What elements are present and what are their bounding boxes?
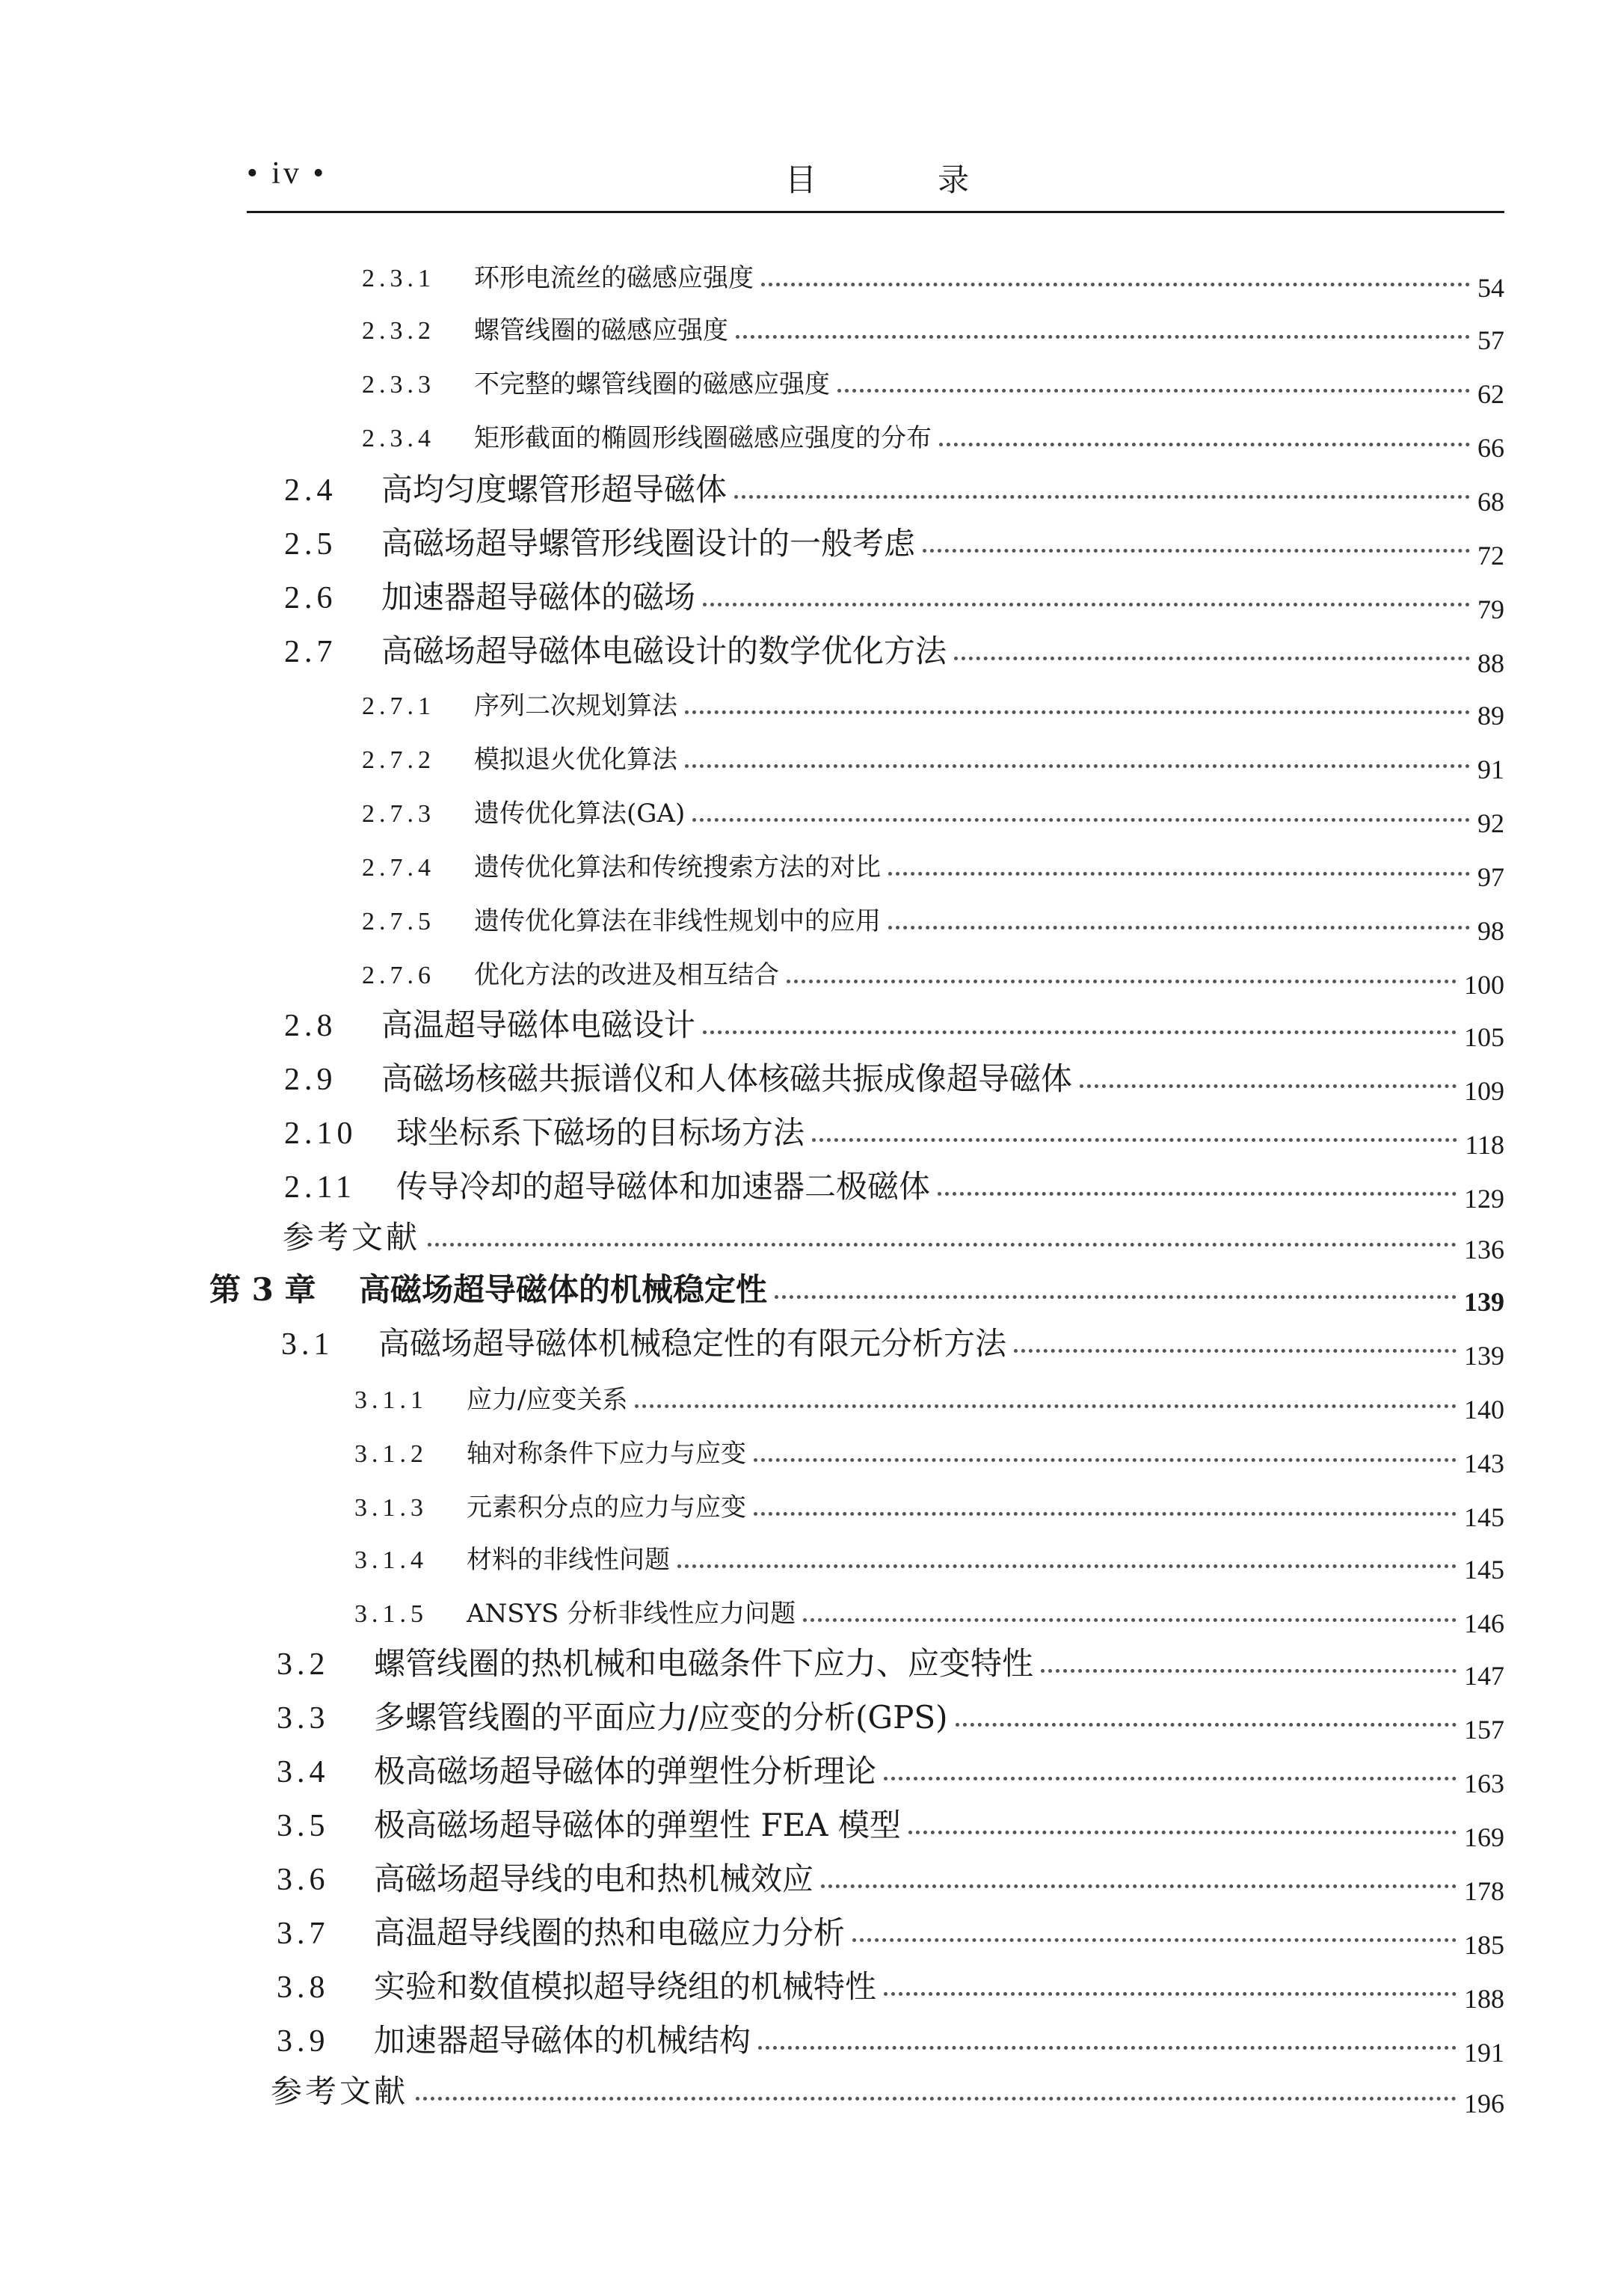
toc-entry-title: 轴对称条件下应力与应变 <box>467 1439 746 1469</box>
toc-entry-page: 91 <box>1477 755 1504 784</box>
toc-entry-page: 62 <box>1477 379 1504 409</box>
leader-dots <box>888 872 1470 876</box>
leader-dots <box>416 2097 1457 2101</box>
toc-entry-page: 98 <box>1477 916 1504 946</box>
toc-entry-page: 140 <box>1464 1395 1504 1425</box>
toc-entry-page: 185 <box>1464 1930 1504 1960</box>
toc-entry-page: 188 <box>1464 1984 1504 2014</box>
toc-entry-title: 序列二次规划算法 <box>474 691 677 721</box>
toc-entry-page: 79 <box>1477 594 1504 624</box>
toc-entry-page: 109 <box>1464 1076 1504 1106</box>
toc-entry-title: 螺管线圈的磁感应强度 <box>474 316 728 345</box>
toc-entry-number: 3.1.3 <box>354 1494 428 1522</box>
toc-entry-number: 2.7.1 <box>362 692 435 720</box>
leader-dots <box>1041 1669 1457 1673</box>
toc-entry[interactable] <box>354 1539 1504 1585</box>
toc-entry-page: 178 <box>1464 1876 1504 1906</box>
leader-dots <box>635 1404 1457 1408</box>
toc-entry-references[interactable] <box>271 2067 1504 2118</box>
toc-entry[interactable] <box>277 2016 1504 2068</box>
toc-entry-number: 3.9 <box>277 2024 330 2059</box>
toc-entry-page: 68 <box>1477 487 1504 517</box>
toc-entry-number: 2.4 <box>284 473 337 508</box>
toc-entry-number: 3.1.4 <box>354 1546 428 1574</box>
page-title: 目 录 <box>785 162 1015 198</box>
toc-entry[interactable] <box>277 1962 1504 2014</box>
toc-entry-number: 3.1.5 <box>354 1600 428 1628</box>
leader-dots <box>938 1192 1457 1196</box>
leader-dots <box>939 443 1470 446</box>
toc-entry[interactable] <box>362 257 1504 303</box>
leader-dots <box>956 1723 1457 1727</box>
toc-entry-page: 88 <box>1477 648 1504 678</box>
toc-entry-number: 2.7.2 <box>362 746 435 774</box>
toc-entry[interactable] <box>284 573 1504 624</box>
toc-entry-title: 高磁场超导磁体电磁设计的数学优化方法 <box>381 633 947 669</box>
toc-entry-number: 3.6 <box>277 1863 330 1897</box>
toc-entry-page: 105 <box>1464 1022 1504 1052</box>
toc-entry[interactable] <box>362 793 1504 838</box>
page-header <box>247 156 1504 208</box>
page-number: • iv • <box>247 156 327 191</box>
leader-dots <box>775 1295 1457 1299</box>
toc-entry-title: 不完整的螺管线圈的磁感应强度 <box>474 369 830 399</box>
toc-entry-number: 3.2 <box>277 1647 330 1682</box>
toc-entry[interactable] <box>362 739 1504 784</box>
toc-entry-title: 遗传优化算法在非线性规划中的应用 <box>474 906 881 936</box>
leader-dots <box>884 1777 1457 1780</box>
toc-entry-title: 参考文献 <box>271 2073 409 2109</box>
toc-entry-number: 2.3.4 <box>362 425 435 452</box>
toc-entry-page: 196 <box>1464 2089 1504 2118</box>
toc-entry-page: 157 <box>1464 1715 1504 1745</box>
toc-entry[interactable] <box>354 1433 1504 1478</box>
toc-entry[interactable] <box>362 685 1504 731</box>
toc-entry-number: 2.8 <box>284 1009 337 1043</box>
toc-entry-page: 139 <box>1464 1341 1504 1371</box>
toc-entry[interactable] <box>284 1054 1504 1106</box>
toc-entry-number: 2.3.2 <box>362 317 435 345</box>
toc-entry-number: 2.7.3 <box>362 800 435 828</box>
leader-dots <box>703 1030 1457 1034</box>
toc-entry-title: 模拟退火优化算法 <box>474 745 677 775</box>
toc-entry-page: 191 <box>1464 2038 1504 2068</box>
toc-entry[interactable] <box>284 1108 1504 1160</box>
leader-dots <box>428 1243 1457 1247</box>
toc-entry-title: 遗传优化算法和传统搜索方法的对比 <box>474 852 881 882</box>
toc-entry-title: 环形电流丝的磁感应强度 <box>474 263 754 293</box>
toc-entry-title: 加速器超导磁体的磁场 <box>381 579 696 615</box>
toc-chapter-title: 高磁场超导磁体的机械稳定性 <box>359 1271 768 1308</box>
toc-entry-title: 极高磁场超导磁体的弹塑性 FEA 模型 <box>374 1807 901 1843</box>
leader-dots <box>787 980 1457 983</box>
toc-entry-title: 高磁场超导线的电和热机械效应 <box>374 1860 814 1897</box>
toc-entry-title: 参考文献 <box>283 1219 421 1256</box>
toc-entry-number: 2.9 <box>284 1063 337 1097</box>
toc-entry-number: 2.3.3 <box>362 371 435 399</box>
toc-entry-number: 2.5 <box>284 527 337 562</box>
toc-entry-page: 145 <box>1464 1502 1504 1532</box>
leader-dots <box>884 1992 1457 1996</box>
toc-entry-page: 169 <box>1464 1822 1504 1852</box>
toc-entry-number: 3.1.1 <box>354 1386 428 1414</box>
toc-entry-title: 高均匀度螺管形超导磁体 <box>381 471 728 508</box>
toc-entry-page: 147 <box>1464 1661 1504 1691</box>
leader-dots <box>761 283 1470 286</box>
toc-entry-title: 高磁场超导磁体机械稳定性的有限元分析方法 <box>378 1325 1007 1362</box>
toc-entry-number: 2.3.1 <box>362 265 435 292</box>
toc-entry-number: 3.5 <box>277 1809 330 1843</box>
toc-entry-page: 129 <box>1464 1184 1504 1214</box>
leader-dots <box>908 1831 1457 1834</box>
toc-entry-page: 163 <box>1464 1769 1504 1798</box>
toc-entry-page: 118 <box>1465 1130 1504 1160</box>
toc-entry-title: 加速器超导磁体的机械结构 <box>374 2022 751 2059</box>
toc-entry-title: 高温超导线圈的热和电磁应力分析 <box>374 1914 846 1951</box>
toc-entry-number: 3.8 <box>277 1970 330 2005</box>
toc-entry[interactable] <box>284 1162 1504 1214</box>
toc-entry[interactable] <box>354 1593 1504 1638</box>
toc-entry[interactable] <box>281 1319 1504 1371</box>
toc-entry[interactable] <box>284 627 1504 678</box>
toc-entry-title: 矩形截面的椭圆形线圈磁感应强度的分布 <box>474 423 932 453</box>
toc-entry-title: 应力/应变关系 <box>467 1385 628 1415</box>
toc-entry[interactable] <box>277 1747 1504 1798</box>
toc-entry-references[interactable] <box>283 1213 1504 1265</box>
toc-entry-page: 136 <box>1464 1235 1504 1265</box>
leader-dots <box>852 1938 1457 1942</box>
toc-entry-page: 89 <box>1477 701 1504 731</box>
leader-dots <box>692 818 1470 822</box>
header-divider <box>247 211 1504 213</box>
toc-entry-number: 2.7 <box>284 635 337 669</box>
toc-entry[interactable] <box>277 1855 1504 1906</box>
toc-entry[interactable] <box>277 1639 1504 1691</box>
toc-entry-title: 极高磁场超导磁体的弹塑性分析理论 <box>374 1753 877 1789</box>
toc-entry[interactable] <box>354 1487 1504 1532</box>
toc-entry-title: 高磁场超导螺管形线圈设计的一般考虑 <box>381 525 916 562</box>
toc-entry-number: 3.1 <box>281 1327 334 1362</box>
toc-entry-page: 146 <box>1464 1608 1504 1638</box>
toc-entry[interactable] <box>362 363 1504 409</box>
toc-entry[interactable] <box>362 417 1504 463</box>
toc-entry[interactable] <box>362 954 1504 1000</box>
toc-entry-title: 实验和数值模拟超导绕组的机械特性 <box>374 1968 877 2005</box>
toc-entry-number: 2.6 <box>284 581 337 615</box>
toc-entry-page: 54 <box>1477 273 1504 303</box>
toc-entry-number: 2.7.6 <box>362 962 435 989</box>
toc-entry-title: 球坐标系下磁场的目标场方法 <box>396 1114 805 1151</box>
toc-entry-page: 143 <box>1464 1448 1504 1478</box>
leader-dots <box>703 603 1470 606</box>
toc-entry-title: 材料的非线性问题 <box>467 1545 670 1575</box>
leader-dots <box>803 1618 1457 1622</box>
leader-dots <box>812 1138 1457 1142</box>
toc-entry-page: 57 <box>1477 325 1504 355</box>
leader-dots <box>837 389 1470 393</box>
toc-entry-page: 92 <box>1477 808 1504 838</box>
toc-entry-page: 66 <box>1477 433 1504 463</box>
toc-entry[interactable] <box>277 1801 1504 1852</box>
toc-entry[interactable] <box>284 465 1504 517</box>
leader-dots <box>685 710 1470 714</box>
toc-entry-page: 72 <box>1477 541 1504 571</box>
toc-entry-number: 2.10 <box>284 1116 357 1151</box>
leader-dots <box>954 657 1470 660</box>
toc-entry-number: 2.11 <box>284 1170 356 1205</box>
toc-entry-number: 3.7 <box>277 1917 330 1951</box>
toc-entry-number: 3.3 <box>277 1701 330 1736</box>
toc-entry-page: 97 <box>1477 862 1504 892</box>
toc-entry[interactable] <box>277 1693 1504 1745</box>
toc-entry[interactable] <box>284 1001 1504 1052</box>
toc-chapter-entry[interactable] <box>209 1265 1504 1317</box>
leader-dots <box>754 1512 1457 1516</box>
toc-entry[interactable] <box>277 1908 1504 1960</box>
leader-dots <box>677 1564 1457 1568</box>
toc-entry-page: 145 <box>1464 1555 1504 1585</box>
toc-entry-number: 2.7.5 <box>362 908 435 935</box>
toc-entry-number: 3.1.2 <box>354 1440 428 1468</box>
leader-dots <box>736 335 1470 339</box>
toc-entry[interactable] <box>362 900 1504 946</box>
leader-dots <box>754 1458 1457 1462</box>
leader-dots <box>888 926 1470 929</box>
leader-dots <box>758 2046 1457 2050</box>
toc-entry[interactable] <box>362 846 1504 892</box>
toc-entry-title: 多螺管线圈的平面应力/应变的分析(GPS) <box>374 1699 948 1736</box>
leader-dots <box>1014 1349 1457 1353</box>
toc-entry-title: 传导冷却的超导磁体和加速器二极磁体 <box>396 1168 931 1205</box>
toc-entry-title: ANSYS 分析非线性应力问题 <box>467 1599 796 1629</box>
toc-entry-title: 优化方法的改进及相互结合 <box>474 960 779 990</box>
toc-entry-title: 遗传优化算法(GA) <box>474 799 686 829</box>
leader-dots <box>821 1884 1457 1888</box>
leader-dots <box>685 764 1470 768</box>
toc-entry-title: 螺管线圈的热机械和电磁条件下应力、应变特性 <box>374 1645 1034 1682</box>
toc-entry-number: 3.4 <box>277 1755 330 1789</box>
leader-dots <box>1080 1084 1457 1088</box>
toc-chapter-number: 第 3 章 <box>209 1271 316 1308</box>
toc-entry[interactable] <box>284 519 1504 571</box>
leader-dots <box>923 549 1470 553</box>
leader-dots <box>734 495 1470 499</box>
toc-entry-title: 元素积分点的应力与应变 <box>467 1493 746 1522</box>
toc-entry[interactable] <box>354 1379 1504 1425</box>
toc-entry-page: 139 <box>1464 1287 1504 1317</box>
toc-entry-number: 2.7.4 <box>362 854 435 882</box>
toc-entry[interactable] <box>362 310 1504 355</box>
toc-entry-page: 100 <box>1464 970 1504 1000</box>
toc-entry-title: 高温超导磁体电磁设计 <box>381 1007 696 1043</box>
toc-entry-title: 高磁场核磁共振谱仪和人体核磁共振成像超导磁体 <box>381 1060 1073 1097</box>
